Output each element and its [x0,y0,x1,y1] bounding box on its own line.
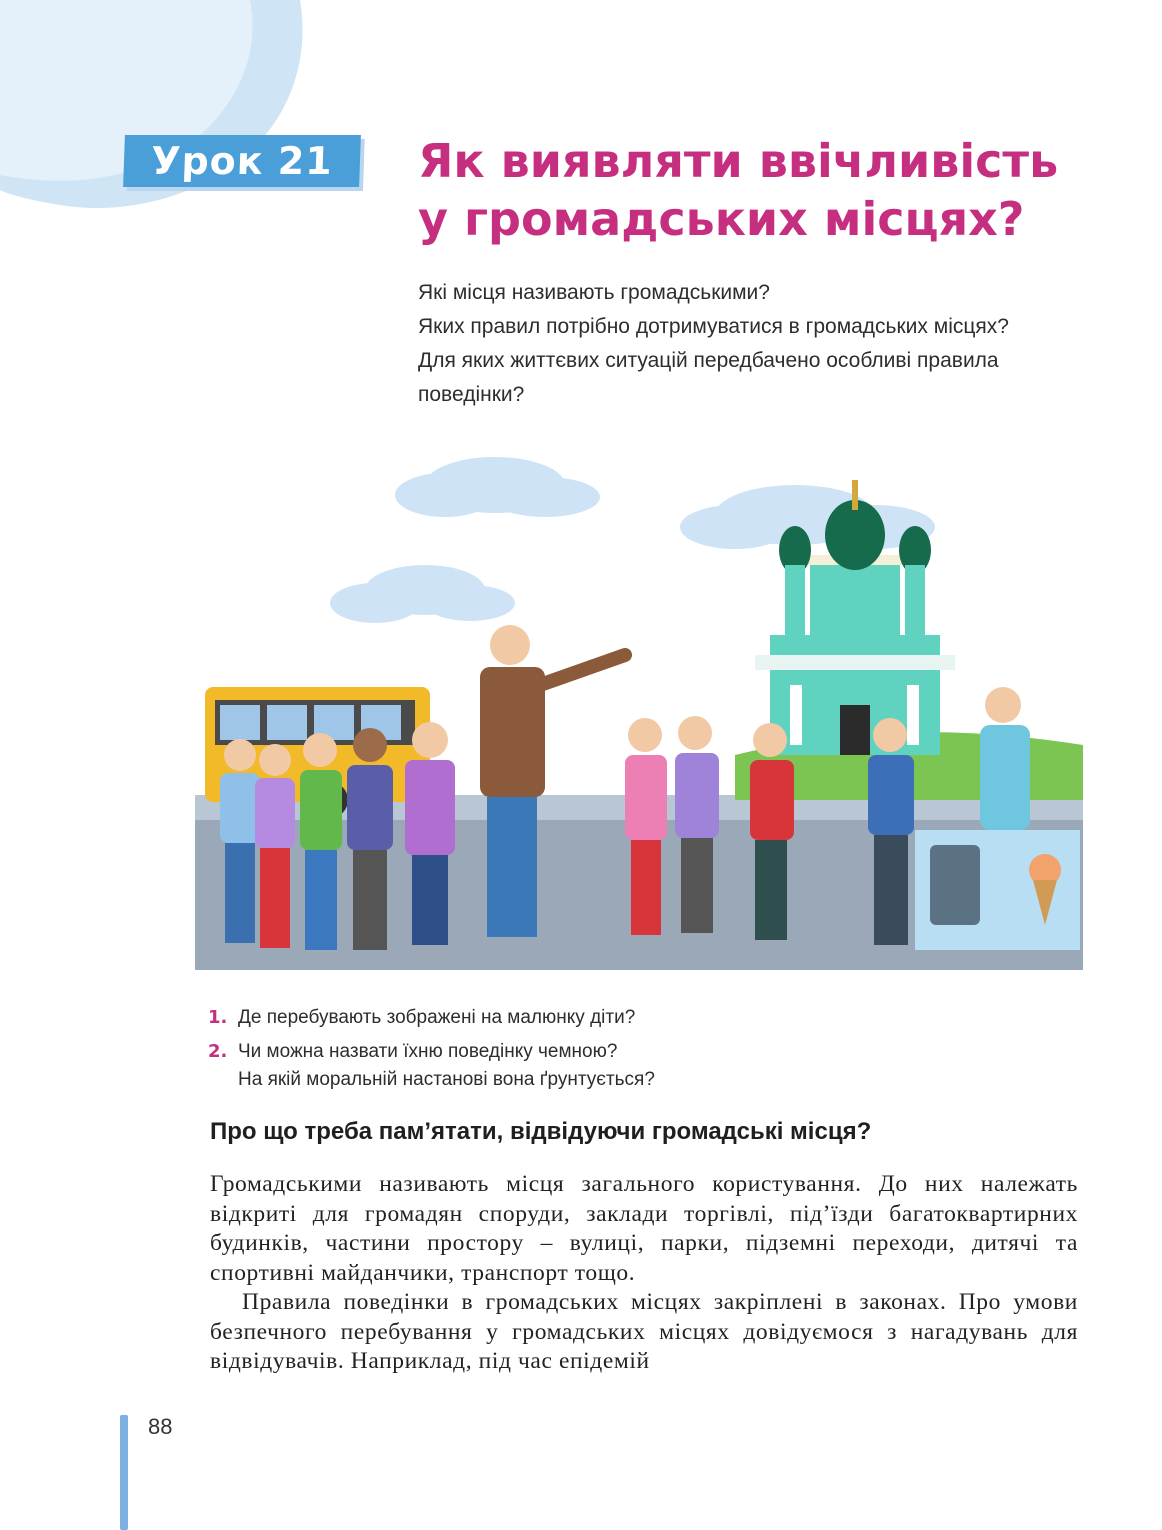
intro-question: Яких правил потрібно дотримуватися в громадських місцях? [418,315,1009,338]
ice-cream-seller [980,687,1030,830]
section-heading: Про що треба пам’ятати, відвідуючи громадські місця? [210,1118,872,1145]
page-number: 88 [148,1414,173,1439]
intro-questions [418,276,1058,412]
task-number: 1. [208,1007,228,1028]
task-text: Де перебувають зображені на малюнку діти? [238,1007,636,1028]
intro-question: Для яких життєвих ситуацій передбачено особливі правила поведінки? [418,349,999,406]
corner-decoration [0,0,320,240]
paragraph: Громадськими називають місця загального користування. До них належать відкриті для громадян споруди, заклади торгівлі, під’їзди багатоквартирних будинків, частини простору – вулиці, парки, підземні переходи, дитячі та спортивні майданчики, транспорт тощо. [210,1171,1078,1286]
body-text [210,1170,1078,1377]
task-text: Чи можна назвати їхню поведінку чемною? [238,1041,618,1062]
lesson-title-line-2: у громадських місцях? [418,192,1025,246]
intro-question: Які місця називають громадськими? [418,281,770,304]
cloud [395,457,600,517]
lesson-title-line-1: Як виявляти ввічливість [418,134,1059,188]
task-number: 2. [208,1041,228,1062]
ice-cream-kiosk [915,830,1080,950]
paragraph: Правила поведінки в громадських місцях закріплені в законах. Про умови безпечного перебування у громадських місцях довідуємося з нагадувань для відвідувачів. Наприклад, під час епідемій [210,1289,1078,1374]
lesson-badge: Урок 21 [123,135,361,187]
excursion-illustration [195,455,1083,975]
task-item [208,1038,1068,1094]
cloud [330,565,515,623]
task-text: На якій моральній настанові вона ґрунтується? [238,1069,655,1090]
page-margin-bar [120,1415,128,1530]
task-item [208,1004,1068,1032]
task-list [208,1004,1068,1100]
lesson-title [418,132,1058,248]
